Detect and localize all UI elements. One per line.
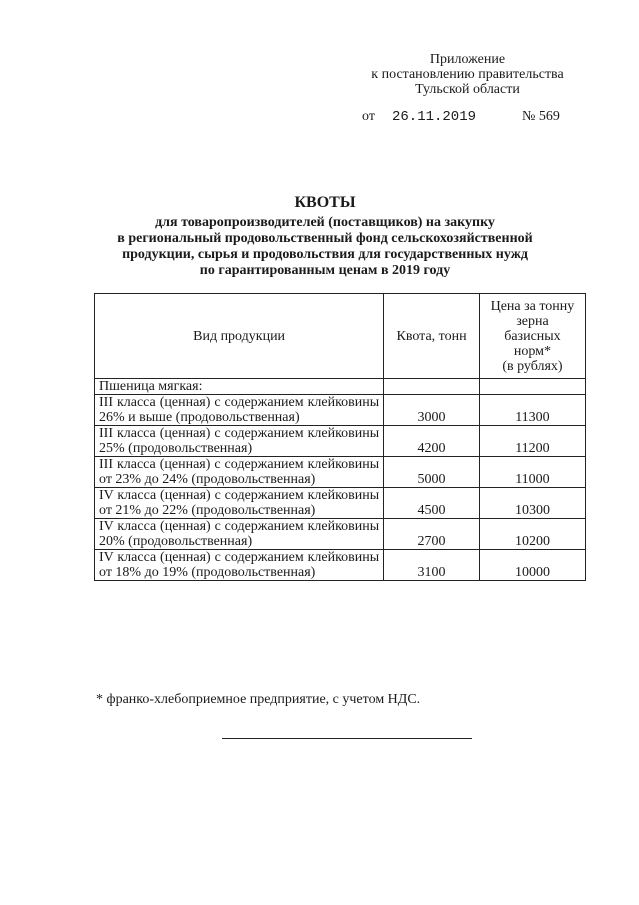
header-product: Вид продукции — [95, 294, 384, 379]
header-price-line-4: норм* — [513, 343, 552, 359]
row-quota: 3000 — [384, 395, 480, 426]
row-product: IV класса (ценная) с содержанием клейковины от 21% до 22% (продовольственная) — [95, 488, 384, 519]
appendix-line-1: Приложение — [429, 52, 506, 67]
title-line-4: по гарантированным ценам в 2019 году — [199, 263, 451, 278]
header-price-line-1: Цена за тонну — [490, 298, 575, 314]
group-price-empty — [479, 379, 585, 395]
row-product: III класса (ценная) с содержанием клейковины 25% (продовольственная) — [95, 426, 384, 457]
group-label: Пшеница мягкая: — [95, 379, 384, 395]
table-row — [95, 488, 586, 519]
appendix-line-2: к постановлению правительства — [371, 67, 564, 82]
row-product: IV класса (ценная) с содержанием клейковины от 18% до 19% (продовольственная) — [95, 550, 384, 581]
row-product: III класса (ценная) с содержанием клейковины 26% и выше (продовольственная) — [95, 395, 384, 426]
row-quota: 4500 — [384, 488, 480, 519]
header-price-line-5: (в рублях) — [502, 358, 563, 374]
group-quota-empty — [384, 379, 480, 395]
document-date: 26.11.2019 — [392, 109, 477, 125]
row-quota: 3100 — [384, 550, 480, 581]
header-price-line-2: зерна — [516, 313, 549, 329]
row-quota: 2700 — [384, 519, 480, 550]
table-row — [95, 395, 586, 426]
header-price-line-3: базисных — [504, 328, 561, 344]
document-number: № 569 — [522, 109, 560, 124]
row-quota: 5000 — [384, 457, 480, 488]
row-product: III класса (ценная) с содержанием клейковины от 23% до 24% (продовольственная) — [95, 457, 384, 488]
row-product: IV класса (ценная) с содержанием клейковины 20% (продовольственная) — [95, 519, 384, 550]
title-line-1: для товаропроизводителей (поставщиков) на закупку — [155, 215, 495, 230]
row-price: 11200 — [479, 426, 585, 457]
row-price: 10300 — [479, 488, 585, 519]
row-price: 11300 — [479, 395, 585, 426]
row-quota: 4200 — [384, 426, 480, 457]
row-price: 10200 — [479, 519, 585, 550]
table-group-row — [95, 379, 586, 395]
table-row — [95, 550, 586, 581]
date-prefix: от — [362, 109, 375, 124]
row-price: 11000 — [479, 457, 585, 488]
closing-rule — [222, 738, 472, 739]
appendix-block — [355, 52, 580, 97]
title-line-3: продукции, сырья и продовольствия для государственных нужд — [122, 247, 528, 262]
table-row — [95, 519, 586, 550]
appendix-line-3: Тульской области — [415, 82, 520, 97]
footnote: * франко-хлебоприемное предприятие, с учетом НДС. — [96, 692, 421, 707]
table-header-row — [95, 294, 586, 379]
header-quota: Квота, тонн — [384, 294, 480, 379]
table-row — [95, 426, 586, 457]
title-main: КВОТЫ — [294, 194, 356, 211]
table-row — [95, 457, 586, 488]
quota-table — [94, 293, 586, 581]
header-price — [479, 294, 585, 379]
row-price: 10000 — [479, 550, 585, 581]
title-line-2: в региональный продовольственный фонд сельскохозяйственной — [117, 231, 533, 246]
document-title — [95, 194, 555, 279]
